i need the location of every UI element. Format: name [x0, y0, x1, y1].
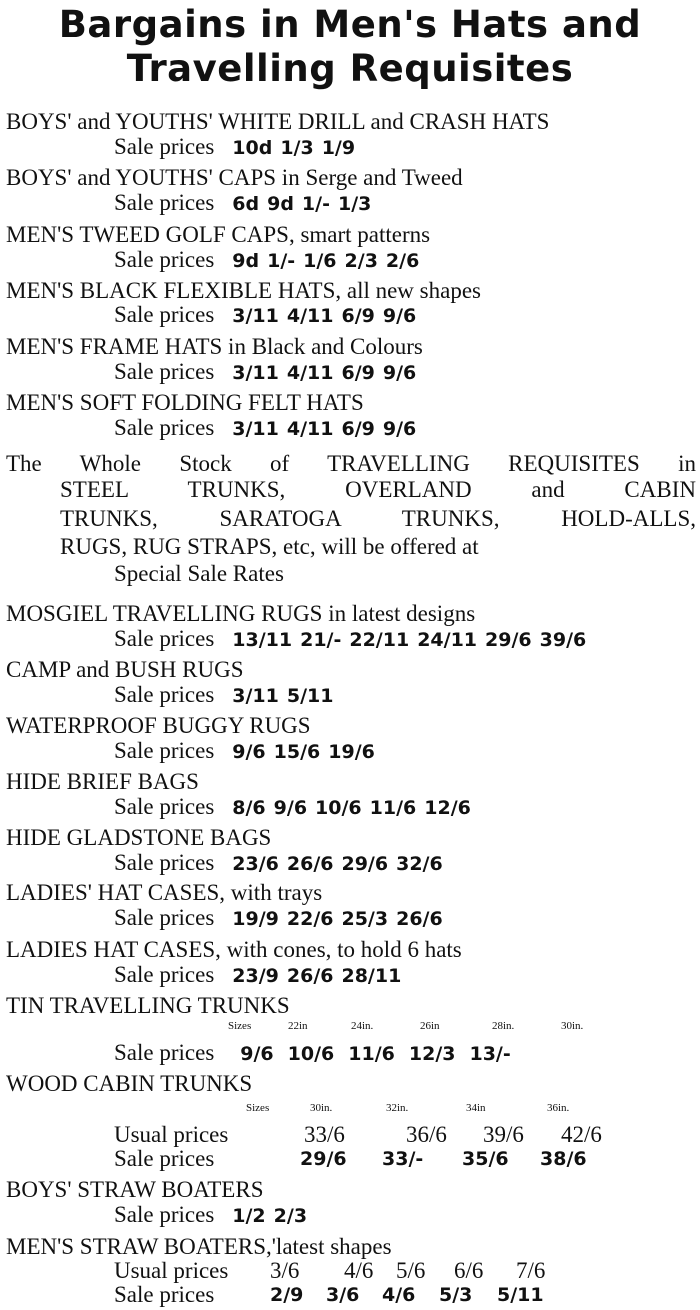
price: 23/9 [232, 965, 279, 987]
price: 19/9 [232, 908, 279, 930]
sale-label: Sale prices [114, 359, 215, 384]
usual-price: 7/6 [516, 1258, 546, 1283]
price: 11/6 [369, 797, 417, 819]
price: 1/- [267, 250, 296, 272]
item-name: LADIES HAT CASES, with cones, to hold 6 hats [6, 937, 462, 962]
price: 9/6 [382, 418, 417, 440]
price: 12/6 [424, 797, 471, 819]
travelling-text: TRUNKS, SARATOGA TRUNKS, HOLD-ALLS, [60, 506, 696, 531]
size: 36in. [547, 1102, 570, 1114]
price: 32/6 [396, 853, 443, 875]
price: 9/6 [273, 797, 308, 819]
price: 6/9 [341, 362, 375, 384]
sale-line [114, 134, 355, 161]
price: 15/6 [273, 741, 321, 763]
usual-price: 4/6 [344, 1258, 374, 1283]
sale-label: Sale prices [114, 738, 215, 763]
size: 24in. [351, 1020, 374, 1032]
size: 30in. [561, 1020, 584, 1032]
usual-label: Usual prices [114, 1258, 229, 1283]
price: 2/9 [270, 1284, 304, 1306]
usual-price: 33/6 [304, 1122, 345, 1147]
price: 29/6 [485, 629, 532, 651]
sale-label: Sale prices [114, 247, 215, 272]
usual-price: 6/6 [454, 1258, 484, 1283]
sale-line [114, 738, 375, 765]
sale-label: Sale prices [114, 682, 215, 707]
price: 1/2 [232, 1205, 266, 1227]
price: 38/6 [540, 1148, 587, 1170]
item-name: CAMP and BUSH RUGS [6, 657, 244, 682]
item-name: BOYS' STRAW BOATERS [6, 1177, 264, 1202]
sale-line [114, 415, 416, 442]
price: 24/11 [417, 629, 478, 651]
size: 30in. [310, 1102, 333, 1114]
price: 23/6 [232, 853, 279, 875]
price: 5/11 [286, 685, 334, 707]
item-name: MOSGIEL TRAVELLING RUGS in latest designs [6, 601, 476, 626]
price: 1/9 [321, 137, 356, 159]
price: 3/11 [232, 362, 279, 384]
page-title-line-1: Bargains in Men's Hats and [58, 3, 642, 46]
price: 10/6 [287, 1043, 335, 1065]
price: 4/11 [286, 305, 334, 327]
sale-label: Sale prices [114, 794, 215, 819]
sale-line [114, 1146, 587, 1172]
price: 25/3 [341, 908, 389, 930]
price: 1/3 [337, 193, 372, 215]
sale-line [114, 626, 586, 653]
price: 12/3 [408, 1043, 456, 1065]
price: 9/6 [240, 1043, 274, 1065]
sale-label: Sale prices [114, 905, 215, 930]
price: 28/11 [341, 965, 402, 987]
usual-price: 36/6 [406, 1122, 447, 1147]
sale-line [114, 247, 419, 274]
item-name: HIDE GLADSTONE BAGS [6, 825, 272, 850]
price: 9d [267, 193, 294, 215]
price: 26/6 [286, 965, 334, 987]
usual-line [114, 1122, 602, 1148]
price: 26/6 [286, 853, 334, 875]
price: 1/6 [303, 250, 337, 272]
item-name: MEN'S SOFT FOLDING FELT HATS [6, 390, 364, 415]
travelling-text: The Whole Stock of TRAVELLING REQUISITES in [6, 451, 696, 476]
price: 3/11 [232, 305, 279, 327]
sale-line [114, 1282, 544, 1308]
sale-line [114, 682, 333, 709]
price: 3/11 [232, 418, 279, 440]
sizes-label: Sizes [228, 1020, 252, 1032]
price: 11/6 [348, 1043, 395, 1065]
usual-price: 39/6 [483, 1122, 524, 1147]
price: 5/3 [439, 1284, 473, 1306]
size: 22in [288, 1020, 308, 1032]
travelling-text: STEEL TRUNKS, OVERLAND and CABIN [60, 477, 696, 502]
price: 39/6 [539, 629, 587, 651]
size: 28in. [492, 1020, 515, 1032]
price: 9d [232, 250, 260, 272]
price: 26/6 [396, 908, 443, 930]
item-name: MEN'S TWEED GOLF CAPS, smart patterns [6, 222, 431, 247]
price: 2/3 [344, 250, 378, 272]
price: 22/6 [286, 908, 334, 930]
size: 26in [420, 1020, 440, 1032]
sale-line [114, 794, 471, 821]
price: 35/6 [462, 1148, 509, 1170]
sizes-label: Sizes [246, 1102, 270, 1114]
price: 10/6 [315, 797, 362, 819]
item-name: BOYS' and YOUTHS' CAPS in Serge and Tweed [6, 165, 463, 190]
price: 13/11 [232, 629, 293, 651]
price: 6d [232, 193, 260, 215]
item-name: BOYS' and YOUTHS' WHITE DRILL and CRASH HATS [6, 109, 550, 134]
item-name: MEN'S BLACK FLEXIBLE HATS, all new shapes [6, 278, 481, 303]
price: 3/6 [326, 1284, 360, 1306]
usual-price: 3/6 [270, 1258, 300, 1283]
sale-line [114, 905, 443, 932]
price: 1/3 [280, 137, 314, 159]
price: 4/11 [286, 362, 334, 384]
item-name: WOOD CABIN TRUNKS [6, 1071, 253, 1096]
sale-line [114, 962, 401, 989]
sale-label: Sale prices [114, 415, 215, 440]
price: 6/9 [341, 418, 375, 440]
item-name: WATERPROOF BUGGY RUGS [6, 713, 311, 738]
usual-price: 5/6 [396, 1258, 426, 1283]
sale-line [114, 1202, 307, 1229]
usual-label: Usual prices [114, 1122, 229, 1147]
sale-label: Sale prices [114, 1282, 215, 1307]
item-name: MEN'S STRAW BOATERS,'latest shapes [6, 1234, 392, 1259]
price: 4/11 [286, 418, 334, 440]
sale-label: Sale prices [114, 190, 215, 215]
usual-line [114, 1258, 546, 1284]
sale-line [114, 359, 416, 386]
sale-label: Sale prices [114, 962, 215, 987]
price: 13/- [469, 1043, 511, 1065]
price: 33/- [382, 1148, 424, 1170]
sale-label: Sale prices [114, 302, 215, 327]
price: 21/- [300, 629, 342, 651]
page-title-line-2: Travelling Requisites [126, 47, 574, 90]
travelling-text: Special Sale Rates [114, 561, 284, 586]
sale-label: Sale prices [114, 134, 215, 159]
item-name: LADIES' HAT CASES, with trays [6, 880, 323, 905]
price: 22/11 [349, 629, 410, 651]
price: 2/6 [385, 250, 420, 272]
price: 29/6 [300, 1148, 347, 1170]
price: 29/6 [341, 853, 389, 875]
usual-price: 42/6 [561, 1122, 602, 1147]
price: 19/6 [328, 741, 375, 763]
sale-line [114, 190, 371, 217]
price: 9/6 [382, 362, 417, 384]
price: 4/6 [382, 1284, 416, 1306]
travelling-text: RUGS, RUG STRAPS, etc, will be offered at [60, 534, 479, 559]
item-name: TIN TRAVELLING TRUNKS [6, 993, 290, 1018]
price: 6/9 [341, 305, 375, 327]
price: 9/6 [232, 741, 266, 763]
price: 1/- [301, 193, 330, 215]
price: 3/11 [232, 685, 279, 707]
sale-label: Sale prices [114, 850, 215, 875]
size: 32in. [386, 1102, 409, 1114]
price: 8/6 [232, 797, 266, 819]
sale-label: Sale prices [114, 1202, 215, 1227]
price: 10d [232, 137, 273, 159]
sale-line [114, 850, 443, 877]
price: 2/3 [273, 1205, 308, 1227]
sale-line [114, 1040, 511, 1067]
item-name: HIDE BRIEF BAGS [6, 769, 199, 794]
item-name: MEN'S FRAME HATS in Black and Colours [6, 334, 423, 359]
sale-label: Sale prices [114, 1040, 215, 1065]
price: 5/11 [497, 1284, 544, 1306]
sale-label: Sale prices [114, 1146, 215, 1171]
price: 9/6 [382, 305, 417, 327]
sale-label: Sale prices [114, 626, 215, 651]
sale-line [114, 302, 416, 329]
size: 34in [466, 1102, 486, 1114]
